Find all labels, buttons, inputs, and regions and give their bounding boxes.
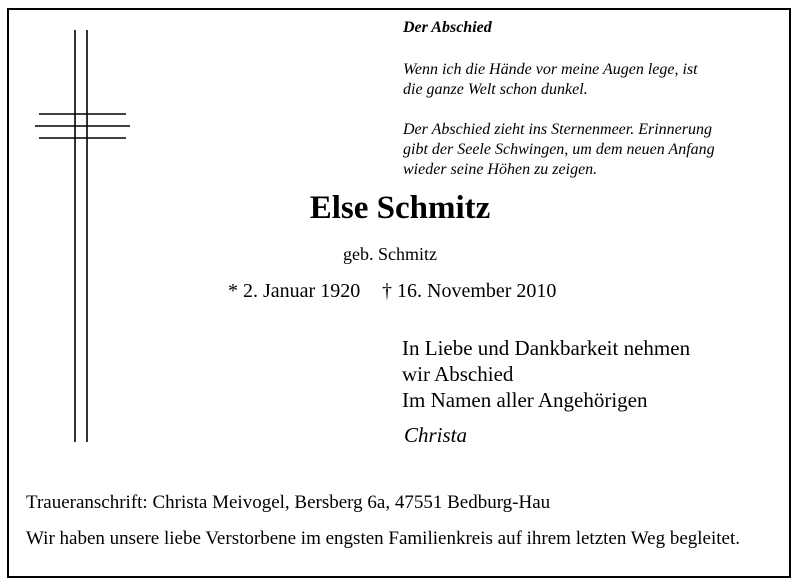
poem-paragraph-1: Wenn ich die Hände vor meine Augen lege, ist die ganze Welt schon dunkel.	[403, 61, 698, 98]
poem-title: Der Abschied	[403, 19, 492, 36]
mourning-address: Traueranschrift: Christa Meivogel, Bersberg 6a, 47551 Bedburg-Hau	[26, 492, 551, 513]
poem-paragraph-2: Der Abschied zieht ins Sternenmeer. Erinnerung gibt der Seele Schwingen, um dem neuen Anfang wieder seine Höhen zu zeigen.	[403, 121, 715, 178]
death-date: † 16. November 2010	[382, 280, 557, 302]
farewell-line-1: In Liebe und Dankbarkeit nehmen	[402, 336, 691, 360]
signature: Christa	[404, 423, 468, 447]
birth-date: * 2. Januar 1920	[228, 280, 361, 302]
cross-icon	[35, 30, 130, 442]
maiden-name: geb. Schmitz	[343, 244, 437, 264]
farewell-message	[402, 335, 690, 413]
deceased-name: Else Schmitz	[309, 190, 491, 226]
family-note: Wir haben unsere liebe Verstorbene im engsten Familienkreis auf ihrem letzten Weg begleitet.	[26, 528, 741, 549]
farewell-line-2: wir Abschied	[402, 362, 514, 386]
farewell-line-3: Im Namen aller Angehörigen	[402, 388, 648, 412]
